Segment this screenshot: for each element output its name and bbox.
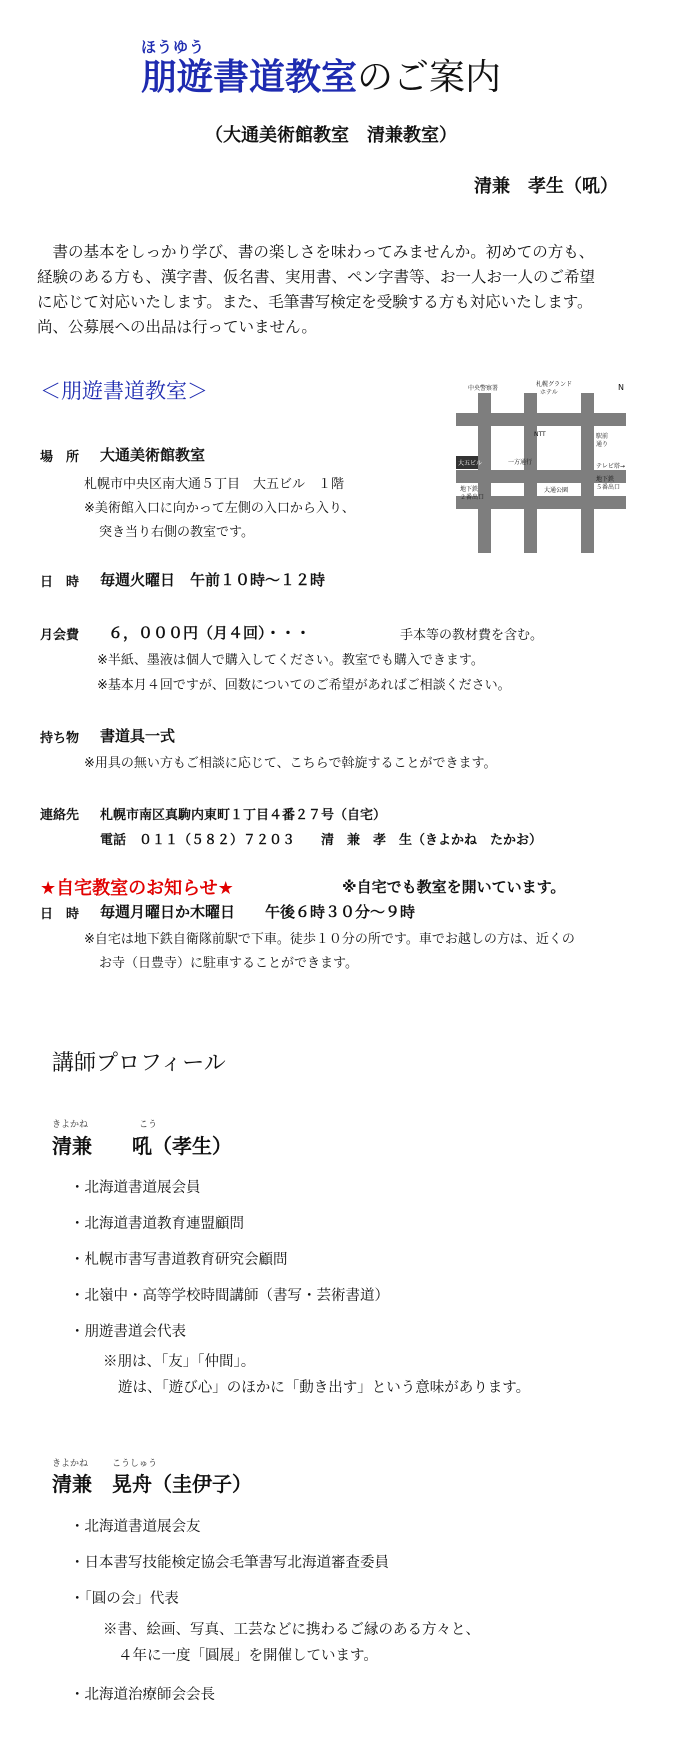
title-suffix: のご案内 — [357, 57, 502, 98]
map-label: 一方通行 — [508, 459, 533, 466]
map-label: NTT — [534, 431, 546, 438]
map-label: テレビ塔→ — [596, 463, 625, 470]
name-ruby: こう — [139, 1120, 158, 1130]
time-label: 日 時 — [40, 575, 80, 590]
title-main: 朋遊書道教室 — [141, 57, 358, 98]
teacher1-item: ・北嶺中・高等学校時間講師（書写・芸術書道） — [70, 1288, 389, 1304]
fee-label: 月会費 — [40, 628, 80, 643]
home-time-value: 毎週月曜日か木曜日 午後６時３０分～９時 — [100, 903, 416, 921]
time-value: 毎週火曜日 午前１０時～１２時 — [100, 571, 326, 589]
teacher2-item: ・北海道治療師会会長 — [70, 1687, 215, 1703]
teacher1-item: ・朋遊書道会代表 — [70, 1324, 186, 1340]
home-time-label: 日 時 — [40, 907, 80, 922]
place-name: 大通美術館教室 — [100, 446, 206, 464]
home-note: ※自宅でも教室を開いています。 — [342, 878, 566, 896]
name-ruby: きよかね — [52, 1459, 89, 1469]
intro-line: 書の基本をしっかり学び、書の楽しさを味わってみませんか。初めての方も、 — [37, 243, 595, 261]
map-label: 札幌グランド — [536, 381, 573, 388]
intro-line: 経験のある方も、漢字書、仮名書、実用書、ペン字書等、お一人お一人のご希望 — [37, 268, 596, 286]
title-ruby: ほうゆう — [141, 38, 206, 56]
name-ruby: こうしゅう — [112, 1459, 158, 1469]
items-value: 書道具一式 — [100, 727, 176, 745]
teacher1-name: 清兼 吼（孝生） — [52, 1134, 232, 1158]
map-label: ５番出口 — [596, 484, 621, 491]
fee-value: ６，０００円（月４回）・・・ — [108, 624, 311, 642]
home-heading: ★自宅教室のお知らせ★ — [40, 878, 234, 899]
teacher1-item: ・北海道書道展会員 — [70, 1180, 201, 1196]
place-address: 札幌市中央区南大通５丁目 大五ビル １階 — [84, 477, 345, 492]
items-label: 持ち物 — [40, 731, 80, 746]
teacher1-item: ・札幌市書写書道教育研究会顧問 — [70, 1252, 288, 1268]
home-access: お寺（日豊寺）に駐車することができます。 — [99, 956, 358, 971]
teacher2-note: ※書、絵画、写真、工芸などに携わるご縁のある方々と、 — [103, 1622, 480, 1638]
intro-paragraph — [37, 240, 595, 340]
contact-phone: 電話 ０１１（５８２）７２０３ 清 兼 孝 生（きよかね たかお） — [100, 833, 543, 848]
contact-label: 連絡先 — [40, 808, 80, 823]
place-note: ※美術館入口に向かって左側の入口から入り、 — [84, 501, 355, 516]
map-label: ホテル — [540, 389, 558, 396]
fee-note: ※半紙、墨液は個人で購入してください。教室でも購入できます。 — [97, 653, 484, 668]
teacher1-note: ※朋は、「友」「仲間」。 — [103, 1354, 256, 1370]
fee-note: ※基本月４回ですが、回数についてのご希望があればご相談ください。 — [97, 678, 511, 693]
map-label: 大通公園 — [544, 487, 569, 494]
profile-heading: 講師プロフィール — [52, 1051, 226, 1076]
name-ruby: きよかね — [52, 1120, 89, 1130]
author: 清兼 孝生（吼） — [474, 176, 618, 197]
place-note: 突き当り右側の教室です。 — [99, 525, 254, 540]
map-north: N — [618, 383, 624, 392]
page-title — [141, 56, 501, 100]
teacher1-note: 遊は、「遊び心」のほかに「動き出す」という意味があります。 — [118, 1380, 531, 1396]
map-label: 地下鉄 — [596, 476, 615, 483]
map-label: 地下鉄 — [460, 486, 479, 493]
teacher2-name: 清兼 晃舟（圭伊子） — [52, 1472, 252, 1496]
map-label: 通り — [596, 441, 609, 448]
intro-line: 尚、公募展への出品は行っていません。 — [37, 318, 317, 336]
map-label: ２番出口 — [460, 494, 485, 501]
map-label: 中央警察署 — [468, 385, 499, 392]
subtitle: （大通美術館教室 清兼教室） — [205, 125, 457, 146]
place-label: 場 所 — [40, 450, 80, 465]
intro-line: に応じて対応いたします。また、毛筆書写検定を受験する方も対応いたします。 — [37, 293, 593, 311]
home-access: ※自宅は地下鉄自衛隊前駅で下車。徒歩１０分の所です。車でお越しの方は、近くの — [84, 932, 575, 947]
teacher2-item: ・「圓の会」代表 — [70, 1591, 179, 1607]
items-note: ※用具の無い方もご相談に応じて、こちらで斡旋することができます。 — [84, 756, 497, 771]
teacher2-item: ・北海道書道展会友 — [70, 1519, 201, 1535]
location-map — [456, 378, 636, 558]
contact-address: 札幌市南区真駒内東町１丁目４番２７号（自宅） — [100, 808, 387, 823]
fee-note: 手本等の教材費を含む。 — [400, 628, 544, 643]
teacher2-item: ・日本書写技能検定協会毛筆書写北海道審査委員 — [70, 1555, 389, 1571]
teacher2-note: ４年に一度「圓展」を開催しています。 — [118, 1648, 378, 1664]
classroom-heading: ＜朋遊書道教室＞ — [40, 379, 208, 403]
map-label: 大五ビル — [458, 460, 483, 467]
teacher1-item: ・北海道書道教育連盟顧問 — [70, 1216, 244, 1232]
map-label: 駅前 — [596, 433, 609, 440]
